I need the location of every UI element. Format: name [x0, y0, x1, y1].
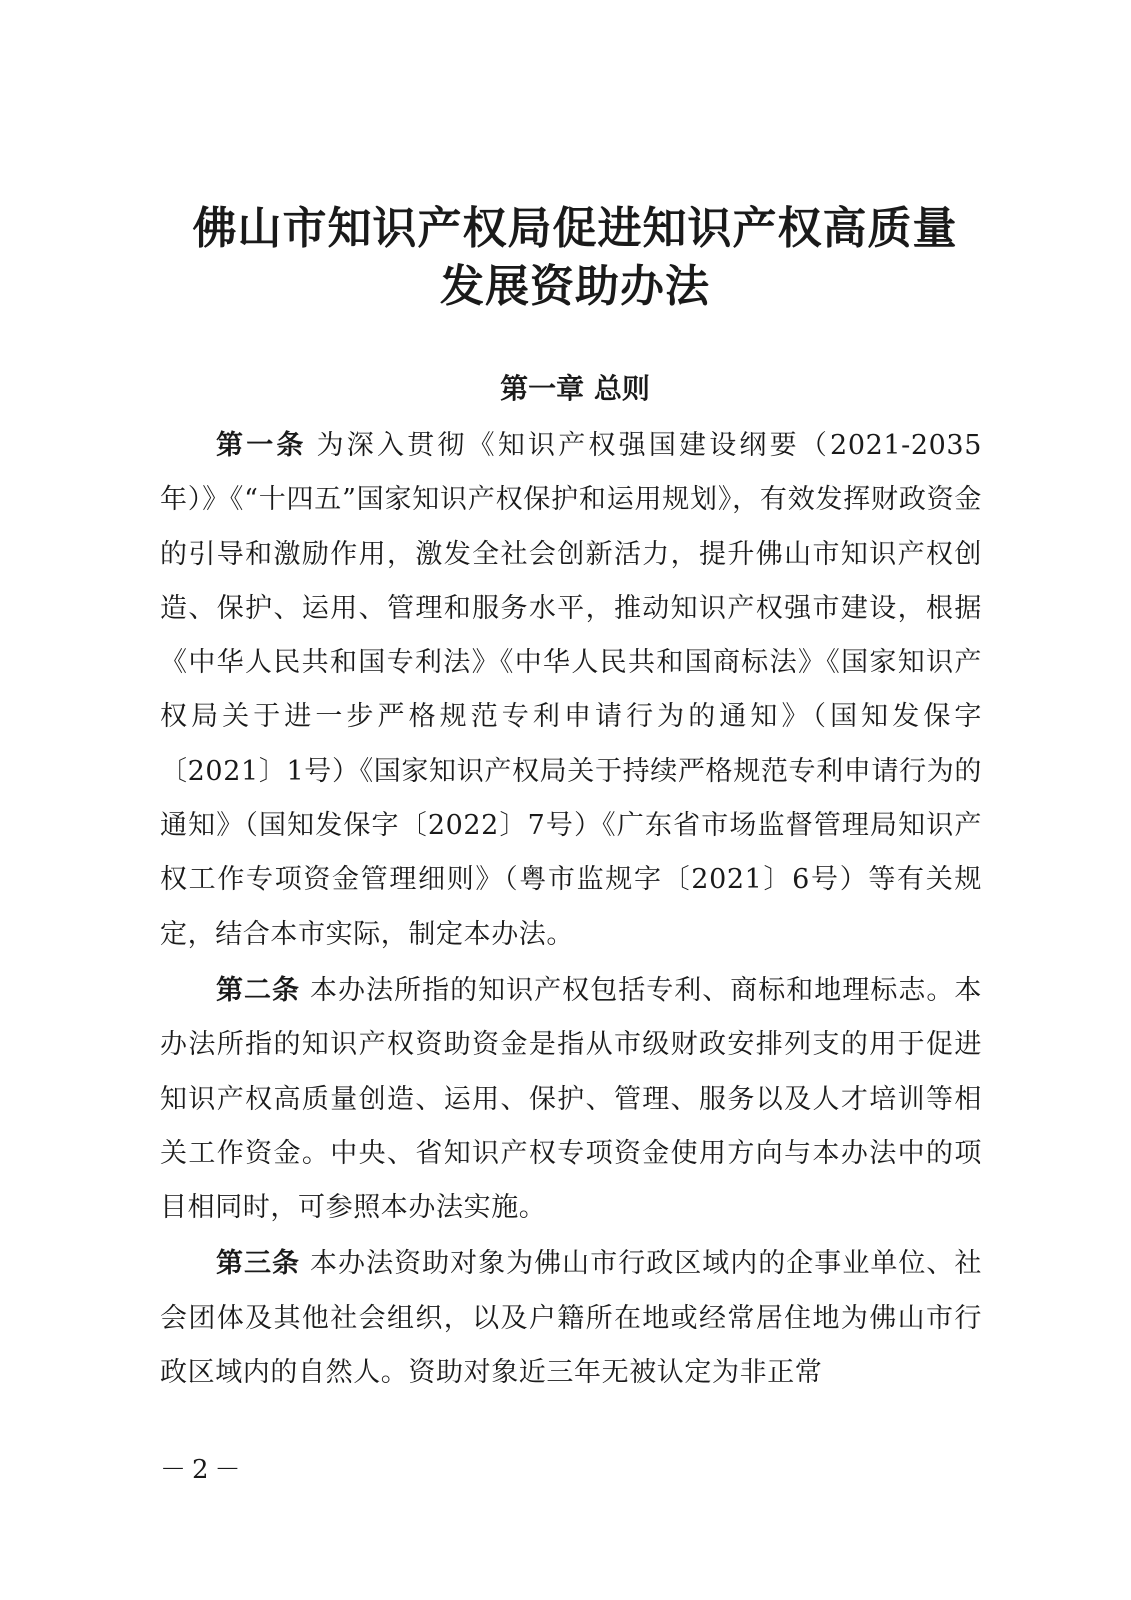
document-title-line-1: 佛山市知识产权局促进知识产权高质量: [192, 203, 958, 254]
article-2-text: 本办法所指的知识产权包括专利、商标和地理标志。本办法所指的知识产权资助资金是指从市级财政安排列支的用于促进知识产权高质量创造、运用、保护、管理、服务以及人才培训等相关工作资金。中央、省知识产权专项资金使用方向与本办法中的项目相同时，可参照本办法实施。: [160, 974, 982, 1224]
document-body: [160, 419, 982, 1400]
article-1-text: 为深入贯彻《知识产权强国建设纲要（2021-2035年）》《“十四五”国家知识产权保护和运用规划》，有效发挥财政资金的引导和激励作用，激发全社会创新活力，提升佛山市知识产权创造、保护、运用、管理和服务水平，推动知识产权强市建设，根据《中华人民共和国专利法》《中华人民共和国商标法》《国家知识产权局关于进一步严格规范专利申请行为的通知》（国知发保字〔2021〕1号）《国家知识产权局关于持续严格规范专利申请行为的通知》（国知发保字〔2022〕7号）《广东省市场监督管理局知识产权工作专项资金管理细则》（粤市监规字〔2021〕6号）等有关规定，结合本市实际，制定本办法。: [160, 430, 982, 950]
page-number: －2－: [160, 1455, 247, 1485]
article-3-label: 第三条: [216, 1248, 301, 1280]
article-3: [160, 1237, 982, 1400]
article-1-label: 第一条: [216, 430, 307, 461]
article-3-text: 本办法资助对象为佛山市行政区域内的企事业单位、社会团体及其他社会组织，以及户籍所在地或经常居住地为佛山市行政区域内的自然人。资助对象近三年无被认定为非正常: [160, 1248, 982, 1389]
article-1: [160, 419, 982, 962]
article-2-label: 第二条: [216, 974, 301, 1006]
document-title-line-2: 发展资助办法: [440, 261, 710, 312]
chapter-heading: 第一章 总则: [500, 372, 650, 405]
article-2: [160, 964, 982, 1235]
